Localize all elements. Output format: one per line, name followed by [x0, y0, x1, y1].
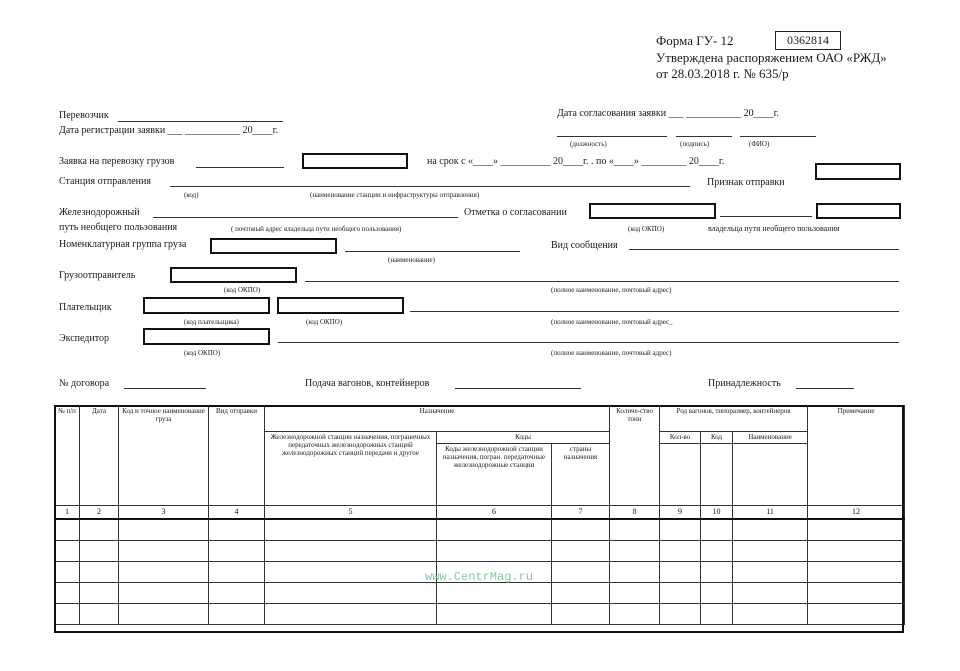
shipper-line[interactable]: [305, 281, 899, 282]
col-wagon-code-header: Код: [701, 432, 733, 444]
request-label: Заявка на перевозку грузов: [59, 156, 175, 167]
contract-label: № договора: [59, 378, 110, 389]
table-cell[interactable]: [265, 540, 437, 561]
column-number: 7: [552, 506, 610, 520]
forwarder-label: Экспедитор: [59, 333, 109, 344]
col-codes-header: Коды: [437, 432, 610, 444]
column-number: 2: [80, 506, 119, 520]
table-cell[interactable]: [55, 540, 80, 561]
okpo-caption-4: (код ОКПО): [184, 349, 221, 357]
table-cell[interactable]: [552, 540, 610, 561]
table-cell[interactable]: [119, 603, 209, 624]
agreement-date-label: Дата согласования заявки ___ ___________ 20____г.: [557, 108, 780, 119]
column-numbers-row: [55, 506, 905, 520]
payer-label: Плательщик: [59, 302, 112, 313]
table-cell[interactable]: [552, 561, 610, 582]
table-cell[interactable]: [265, 561, 437, 582]
table-cell[interactable]: [119, 561, 209, 582]
table-cell[interactable]: [80, 561, 119, 582]
ownership-label: Принадлежность: [708, 378, 781, 389]
table-row[interactable]: [55, 540, 905, 561]
nomenclature-box[interactable]: [210, 238, 337, 254]
name-caption: (наименование): [388, 256, 435, 264]
table-cell[interactable]: [119, 519, 209, 540]
column-number: 1: [55, 506, 80, 520]
ownership-line[interactable]: [796, 388, 854, 389]
table-cell[interactable]: [701, 540, 733, 561]
okpo-caption-2: (код ОКПО): [224, 286, 261, 294]
table-cell[interactable]: [701, 582, 733, 603]
okpo-caption-3: (код ОКПО): [306, 318, 343, 326]
col-wagon-header: Род вагонов, типоразмер, контейнеров: [660, 406, 808, 432]
payer-code-box[interactable]: [143, 297, 270, 314]
track-owner-box[interactable]: [816, 203, 901, 219]
table-cell[interactable]: [733, 582, 808, 603]
agreement-line[interactable]: [720, 216, 812, 217]
table-cell[interactable]: [552, 519, 610, 540]
message-type-line[interactable]: [629, 249, 899, 250]
column-number: 8: [610, 506, 660, 520]
full-name-address-caption: (полное наименование, почтовый адрес): [551, 286, 672, 294]
table-cell[interactable]: [55, 603, 80, 624]
table-cell[interactable]: [610, 519, 660, 540]
approval-date: от 28.03.2018 г. № 635/р: [656, 66, 789, 81]
forwarder-line[interactable]: [278, 342, 899, 343]
col-cargo-header: Код и точное наименование груза: [119, 406, 209, 506]
forwarder-okpo-box[interactable]: [143, 328, 270, 345]
table-cell[interactable]: [265, 582, 437, 603]
column-number: 6: [437, 506, 552, 520]
table-cell[interactable]: [733, 561, 808, 582]
station-name-caption: (наименование станции и инфраструктуры отправления): [310, 191, 480, 199]
wagon-supply-line[interactable]: [455, 388, 581, 389]
departure-station-label: Станция отправления: [59, 176, 151, 187]
col-note-header: Примечание: [808, 406, 905, 506]
table-cell[interactable]: [209, 561, 265, 582]
table-cell[interactable]: [119, 582, 209, 603]
col-shipment-header: Вид отправки: [209, 406, 265, 506]
fio-line[interactable]: [740, 136, 816, 137]
table-cell[interactable]: [437, 603, 552, 624]
table-cell[interactable]: [733, 540, 808, 561]
approval-line: Утверждена распоряжением ОАО «РЖД»: [656, 50, 887, 65]
table-cell[interactable]: [209, 540, 265, 561]
table-cell[interactable]: [610, 540, 660, 561]
table-cell[interactable]: [55, 561, 80, 582]
table-cell[interactable]: [80, 603, 119, 624]
table-cell[interactable]: [265, 603, 437, 624]
table-cell[interactable]: [209, 519, 265, 540]
table-cell[interactable]: [552, 603, 610, 624]
position-caption: (должность): [570, 140, 607, 148]
col-destination-header: Назначение: [265, 406, 610, 432]
table-cell[interactable]: [808, 540, 905, 561]
payer-line[interactable]: [410, 311, 899, 312]
col-codes-rail-header: Коды железнодорожной станции назначения, погран. передаточные железнодорожные станции: [437, 444, 552, 506]
table-cell[interactable]: [660, 603, 701, 624]
table-cell[interactable]: [808, 603, 905, 624]
railway-label: Железнодорожный: [59, 207, 140, 218]
table-cell[interactable]: [701, 603, 733, 624]
message-type-label: Вид сообщения: [551, 240, 618, 251]
agreement-mark-label: Отметка о согласовании: [464, 207, 567, 218]
table-cell[interactable]: [808, 561, 905, 582]
table-cell[interactable]: [610, 582, 660, 603]
table-cell[interactable]: [660, 519, 701, 540]
table-cell[interactable]: [55, 519, 80, 540]
request-line[interactable]: [196, 167, 284, 168]
track-owner-caption: владельца пути необщего пользования: [708, 224, 840, 233]
table-cell[interactable]: [733, 519, 808, 540]
postal-address-owner-caption: ( почтовый адрес владельца пути необщего пользования): [231, 225, 402, 233]
railway-line[interactable]: [153, 217, 458, 218]
shipper-label: Грузоотправитель: [59, 270, 136, 281]
column-number: 10: [701, 506, 733, 520]
form-name: Форма ГУ- 12: [656, 33, 734, 48]
period-label: на срок с «____» __________ 20____г. . по «____» _________ 20____г.: [427, 156, 725, 167]
table-cell[interactable]: [437, 540, 552, 561]
table-cell[interactable]: [733, 603, 808, 624]
table-cell[interactable]: [437, 519, 552, 540]
request-number-box[interactable]: [302, 153, 408, 169]
table-cell[interactable]: [55, 582, 80, 603]
full-name-address-caption-2: (полное наименование, почтовый адрес_: [551, 318, 673, 326]
col-dest-station-header: Железнодорожной станции назначения, пограничных передаточных железнодорожных станций железнодорожных станций передачи и другое: [265, 432, 437, 506]
table-cell[interactable]: [80, 582, 119, 603]
table-cell[interactable]: [610, 603, 660, 624]
shipper-okpo-box[interactable]: [170, 267, 297, 283]
column-number: 3: [119, 506, 209, 520]
col-country-header: страны назначения: [552, 444, 610, 506]
column-number: 5: [265, 506, 437, 520]
nomenclature-label: Номенклатурная группа груза: [59, 239, 187, 250]
table-cell[interactable]: [80, 540, 119, 561]
table-cell[interactable]: [660, 561, 701, 582]
code-caption: (код): [184, 191, 199, 199]
fio-caption: (ФИО): [749, 140, 770, 148]
registration-date-label: Дата регистрации заявки ___ ___________ 20____г.: [59, 125, 279, 136]
table-cell[interactable]: [701, 519, 733, 540]
column-number: 12: [808, 506, 905, 520]
table-cell[interactable]: [80, 519, 119, 540]
column-number: 4: [209, 506, 265, 520]
table-cell[interactable]: [209, 603, 265, 624]
shipment-sign-box[interactable]: [815, 163, 901, 180]
departure-station-line[interactable]: [170, 186, 690, 187]
position-line[interactable]: [557, 136, 667, 137]
col-wagon-count-header: Кол-во: [660, 432, 701, 444]
col-date-header: Дата: [80, 406, 119, 506]
col-no-header: № п/п: [55, 406, 80, 506]
table-cell[interactable]: [552, 582, 610, 603]
table-cell[interactable]: [660, 540, 701, 561]
shipment-sign-label: Признак отправки: [707, 177, 785, 188]
full-name-address-caption-3: (полное наименование, почтовый адрес): [551, 349, 672, 357]
carrier-line[interactable]: [118, 121, 283, 122]
signature-line[interactable]: [676, 136, 732, 137]
wagon-supply-label: Подача вагонов, контейнеров: [305, 378, 430, 389]
table-cell[interactable]: [808, 582, 905, 603]
form-number: 0362814: [775, 31, 841, 50]
table-row[interactable]: [55, 519, 905, 540]
agreement-okpo-box[interactable]: [589, 203, 716, 219]
table-cell[interactable]: [119, 540, 209, 561]
shipment-table: [54, 405, 905, 625]
okpo-caption: (код ОКПО): [628, 225, 665, 233]
payer-okpo-box[interactable]: [277, 297, 404, 314]
carrier-label: Перевозчик: [59, 110, 109, 121]
contract-line[interactable]: [124, 388, 206, 389]
nomenclature-line[interactable]: [345, 251, 520, 252]
table-cell[interactable]: [437, 582, 552, 603]
table-row[interactable]: [55, 603, 905, 624]
col-qty-header: Количе-ство тонн: [610, 406, 660, 506]
table-cell[interactable]: [660, 582, 701, 603]
private-track-label: путь необщего пользования: [59, 222, 178, 233]
watermark: www.CentrMag.ru: [425, 570, 534, 584]
signature-caption: (подпись): [680, 140, 710, 148]
table-cell[interactable]: [610, 561, 660, 582]
table-cell[interactable]: [701, 561, 733, 582]
table-cell[interactable]: [808, 519, 905, 540]
payer-code-caption: (код плательщика): [184, 318, 239, 326]
table-cell[interactable]: [265, 519, 437, 540]
column-number: 11: [733, 506, 808, 520]
col-wagon-name-header: Наименование: [733, 432, 808, 444]
table-cell[interactable]: [209, 582, 265, 603]
table-row[interactable]: [55, 582, 905, 603]
column-number: 9: [660, 506, 701, 520]
